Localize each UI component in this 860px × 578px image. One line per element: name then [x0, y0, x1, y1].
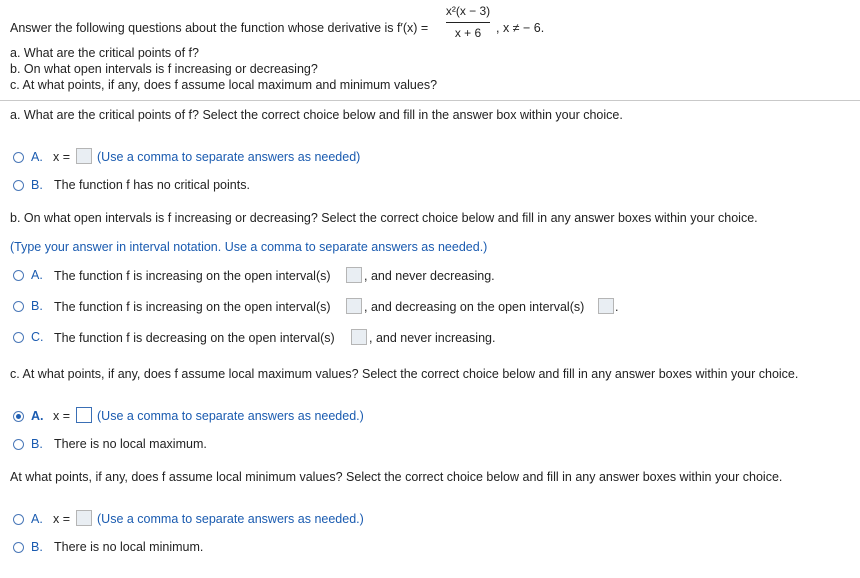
part-b-option-c-suffix: , and never increasing. [369, 331, 496, 345]
part-c-max-option-b-text: There is no local maximum. [54, 437, 207, 451]
part-c-min-option-b-letter: B. [31, 540, 43, 554]
part-b-option-a-increasing-box[interactable] [346, 267, 362, 283]
part-c-max-answer-box[interactable] [76, 407, 92, 423]
part-c-max-x-label: x = [53, 409, 71, 423]
part-c-min-option-b-radio[interactable] [13, 542, 24, 553]
part-b-option-a-radio[interactable] [13, 270, 24, 281]
part-c-min-option-a-radio[interactable] [13, 514, 24, 525]
part-a-answer-box[interactable] [76, 148, 92, 164]
domain-note: , x ≠ − 6. [496, 21, 545, 35]
part-b-option-c-letter: C. [31, 330, 44, 344]
question-b-summary: b. On what open intervals is f increasing or decreasing? [10, 62, 318, 76]
part-c-min-option-b-text: There is no local minimum. [54, 540, 204, 554]
part-b-option-b-text: The function f is increasing on the open interval(s) [54, 300, 331, 314]
part-c-min-answer-box[interactable] [76, 510, 92, 526]
part-c-max-option-b-letter: B. [31, 437, 43, 451]
part-a-option-b-letter: B. [31, 178, 43, 192]
fraction-bar [446, 22, 490, 23]
part-c-max-option-b-radio[interactable] [13, 439, 24, 450]
part-a-hint: (Use a comma to separate answers as needed) [97, 150, 361, 164]
part-a-option-a-radio[interactable] [13, 152, 24, 163]
derivative-denominator: x + 6 [454, 26, 482, 40]
part-b-hint: (Type your answer in interval notation. Use a comma to separate answers as needed.) [10, 240, 488, 254]
part-b-option-c-decreasing-box[interactable] [351, 329, 367, 345]
part-b-option-b-increasing-box[interactable] [346, 298, 362, 314]
part-b-option-a-text: The function f is increasing on the open interval(s) [54, 269, 331, 283]
question-a-summary: a. What are the critical points of f? [10, 46, 199, 60]
part-a-prompt: a. What are the critical points of f? Select the correct choice below and fill in the answer box within your choice. [10, 108, 623, 122]
part-c-max-option-a-radio[interactable] [13, 411, 24, 422]
derivative-numerator: x²(x − 3) [445, 4, 491, 18]
part-b-option-c-text: The function f is decreasing on the open interval(s) [54, 331, 335, 345]
part-a-option-b-radio[interactable] [13, 180, 24, 191]
part-c-min-prompt: At what points, if any, does f assume local minimum values? Select the correct choice below and fill in any answer boxes within your choice. [10, 470, 783, 484]
part-b-option-b-letter: B. [31, 299, 43, 313]
part-b-option-b-suffix: . [615, 300, 619, 314]
part-a-option-b-text: The function f has no critical points. [54, 178, 250, 192]
part-c-min-x-label: x = [53, 512, 71, 526]
part-b-option-b-radio[interactable] [13, 301, 24, 312]
part-a-x-label: x = [53, 150, 71, 164]
question-c-summary: c. At what points, if any, does f assume local maximum and minimum values? [10, 78, 438, 92]
part-b-option-b-decreasing-box[interactable] [598, 298, 614, 314]
problem-intro: Answer the following questions about the function whose derivative is f′(x) = [10, 21, 429, 35]
part-b-option-c-radio[interactable] [13, 332, 24, 343]
part-b-option-a-suffix: , and never decreasing. [364, 269, 495, 283]
part-a-option-a-letter: A. [31, 150, 43, 164]
part-c-max-hint: (Use a comma to separate answers as needed.) [97, 409, 364, 423]
part-c-min-option-a-letter: A. [31, 512, 43, 526]
part-c-min-hint: (Use a comma to separate answers as needed.) [97, 512, 364, 526]
part-b-prompt: b. On what open intervals is f increasing or decreasing? Select the correct choice below and fill in any answer boxes within your choice. [10, 211, 758, 225]
part-b-option-a-letter: A. [31, 268, 43, 282]
part-c-max-prompt: c. At what points, if any, does f assume local maximum values? Select the correct choice below and fill in any answer boxes within your choice. [10, 367, 799, 381]
part-b-option-b-middle: , and decreasing on the open interval(s) [364, 300, 585, 314]
header-divider [0, 100, 860, 101]
part-c-max-option-a-letter: A. [31, 409, 44, 423]
